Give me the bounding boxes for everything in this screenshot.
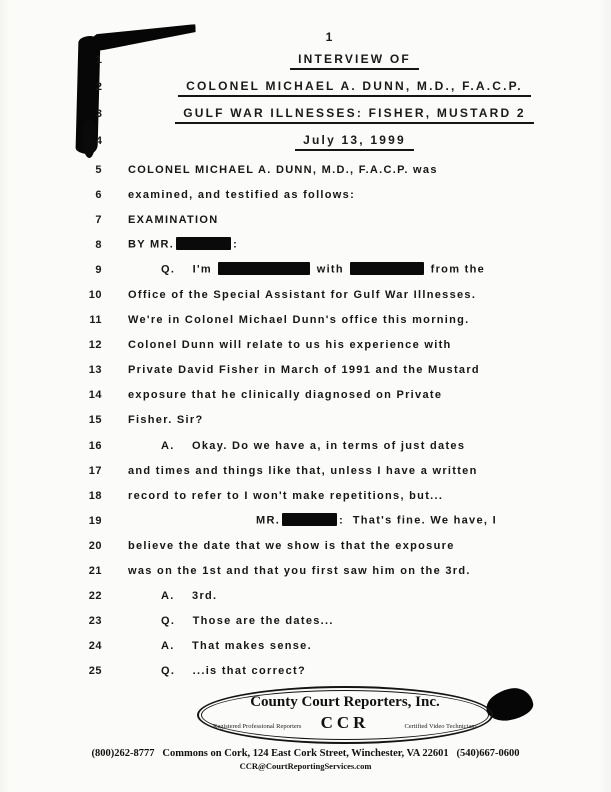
redaction-bar [218, 262, 310, 275]
line-text: Fisher. Sir? [128, 414, 204, 427]
transcript-line [62, 308, 587, 333]
line-number: 21 [88, 565, 102, 578]
line-number: 23 [88, 615, 102, 628]
transcript-line [62, 433, 587, 458]
stamp-initials: CCR [320, 713, 370, 732]
line-text: Q. Those are the dates... [161, 615, 334, 628]
title-text-cell [128, 131, 581, 151]
title-block [62, 46, 581, 154]
line-number: 17 [88, 464, 102, 477]
transcript-line [62, 533, 587, 558]
reporter-stamp [197, 686, 493, 744]
line-number: 18 [88, 489, 102, 502]
transcript-body [62, 157, 587, 684]
line-number: 20 [88, 539, 102, 552]
title-underlined-text: GULF WAR ILLNESSES: FISHER, MUSTARD 2 [175, 106, 534, 124]
title-underlined-text: INTERVIEW OF [290, 52, 419, 70]
redaction-bar [282, 513, 337, 526]
line-text: A. Okay. Do we have a, in terms of just dates [161, 439, 466, 452]
title-text-cell [128, 77, 581, 97]
line-text: was on the 1st and that you first saw him on the 3rd. [128, 565, 471, 578]
line-number: 14 [88, 389, 102, 402]
stamp-left-text: Registered Professional Reporters [213, 723, 302, 730]
line-number: 4 [95, 134, 102, 147]
transcript-line [62, 483, 587, 508]
transcript-line [62, 458, 587, 483]
transcript-line [62, 559, 587, 584]
transcript-line [62, 257, 587, 282]
line-text: and times and things like that, unless I have a written [128, 464, 478, 477]
transcript-line [62, 508, 587, 533]
line-text: Q. ...is that correct? [161, 665, 306, 678]
line-number: 19 [88, 514, 102, 527]
transcript-line [62, 584, 587, 609]
transcript-line [62, 157, 587, 182]
email-line: CCR@CourtReportingServices.com [239, 761, 372, 771]
line-text: believe the date that we show is that the exposure [128, 539, 455, 552]
line-number: 15 [88, 414, 102, 427]
transcript-line [62, 232, 587, 257]
line-text: Private David Fisher in March of 1991 and the Mustard [128, 364, 480, 377]
title-line [62, 73, 581, 100]
line-number: 10 [88, 289, 102, 302]
line-number: 3 [95, 107, 102, 120]
contact-line: (800)262-8777 Commons on Cork, 124 East Cork Street, Winchester, VA 22601 (540)667-0600 [91, 748, 520, 759]
title-underlined-text: July 13, 1999 [295, 133, 414, 151]
line-text: Office of the Special Assistant for Gulf War Illnesses. [128, 289, 477, 302]
line-text: We're in Colonel Michael Dunn's office this morning. [128, 314, 470, 327]
title-line [62, 100, 581, 127]
transcript-line [62, 358, 587, 383]
line-text: Q. I'm with from the [161, 263, 486, 276]
line-text: A. 3rd. [161, 590, 218, 603]
line-number: 22 [88, 590, 102, 603]
transcript-line [62, 333, 587, 358]
title-underlined-text: COLONEL MICHAEL A. DUNN, M.D., F.A.C.P. [178, 79, 531, 97]
transcript-line [62, 182, 587, 207]
transcript-line [62, 634, 587, 659]
line-number: 8 [95, 238, 102, 251]
line-number: 16 [88, 439, 102, 452]
transcript-line [62, 408, 587, 433]
line-number: 1 [95, 53, 102, 66]
transcript-line [62, 282, 587, 307]
line-text: MR. : That's fine. We have, I [256, 514, 497, 527]
transcript-line [62, 207, 587, 232]
line-text: EXAMINATION [128, 213, 219, 226]
line-text: examined, and testified as follows: [128, 188, 356, 201]
line-text: COLONEL MICHAEL A. DUNN, M.D., F.A.C.P. was [128, 163, 438, 176]
line-number: 11 [89, 314, 102, 327]
line-number: 24 [88, 640, 102, 653]
line-number: 7 [95, 213, 102, 226]
transcript-line [62, 383, 587, 408]
line-number: 5 [95, 163, 102, 176]
title-text-cell [128, 50, 581, 70]
line-number: 6 [95, 188, 102, 201]
title-text-cell [128, 104, 581, 124]
title-line [62, 127, 581, 154]
line-number: 2 [95, 80, 102, 93]
title-line [62, 46, 581, 73]
stamp-right-text: Certified Video Technicians [404, 723, 477, 730]
page-number: 1 [325, 30, 335, 44]
redaction-bar [176, 237, 231, 250]
line-text: record to refer to I won't make repetitions, but... [128, 489, 444, 502]
line-text: exposure that he clinically diagnosed on Private [128, 389, 443, 402]
line-text: Colonel Dunn will relate to us his experience with [128, 339, 452, 352]
transcript-line [62, 609, 587, 634]
line-number: 25 [88, 665, 102, 678]
line-number: 9 [95, 263, 102, 276]
stamp-company-name: County Court Reporters, Inc. [250, 694, 440, 710]
redaction-bar [350, 262, 424, 275]
line-text: A. That makes sense. [161, 640, 312, 653]
transcript-line [62, 659, 587, 684]
line-text: BY MR. : [128, 238, 239, 251]
line-number: 13 [88, 364, 102, 377]
line-number: 12 [88, 339, 102, 352]
